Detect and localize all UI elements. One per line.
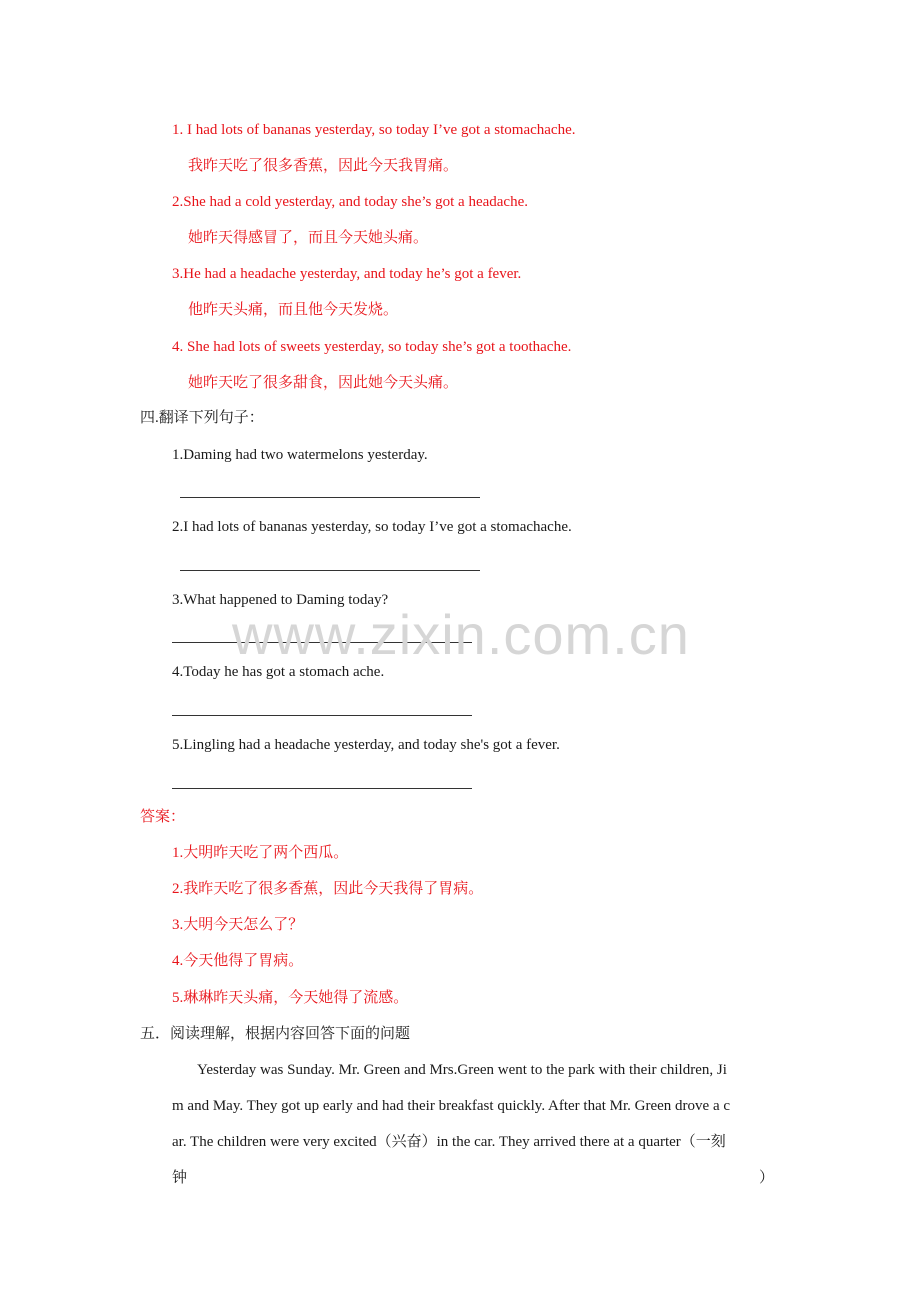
answer-zh-2: 她昨天得感冒了，而且今天她头痛。 — [188, 230, 429, 246]
answer-blank-2[interactable] — [180, 570, 480, 571]
translate-item-3: 3.What happened to Daming today? — [172, 592, 389, 608]
answer-blank-4[interactable] — [172, 715, 472, 716]
passage-last-right: ） — [758, 1170, 774, 1186]
passage-line-2: m and May. They got up early and had their breakfast quickly. After that Mr. Green drove a c — [172, 1098, 731, 1114]
answer-zh-3: 他昨天头痛，而且他今天发烧。 — [188, 302, 399, 318]
translation-answer-1: 1.大明昨天吃了两个西瓜。 — [172, 845, 349, 861]
section5-heading: 五．阅读理解，根据内容回答下面的问题 — [140, 1026, 411, 1042]
translation-answer-5: 5.琳琳昨天头痛，今天她得了流感。 — [172, 990, 409, 1006]
passage-line-3: ar. The children were very excited（兴奋）in the car. They arrived there at a quarter（一刻 — [172, 1134, 726, 1150]
answer-en-2: 2.She had a cold yesterday, and today she’s got a headache. — [172, 194, 528, 210]
translate-item-2: 2.I had lots of bananas yesterday, so today I’ve got a stomachache. — [172, 519, 572, 535]
watermark: www.zixin.com.cn — [232, 603, 690, 666]
answer-en-3: 3.He had a headache yesterday, and today he’s got a fever. — [172, 266, 522, 282]
translation-answer-4: 4.今天他得了胃病。 — [172, 953, 304, 969]
translate-item-4: 4.Today he has got a stomach ache. — [172, 664, 385, 680]
translation-answer-3: 3.大明今天怎么了？ — [172, 917, 304, 933]
translation-answer-2: 2.我昨天吃了很多香蕉，因此今天我得了胃病。 — [172, 881, 484, 897]
answer-zh-1: 我昨天吃了很多香蕉，因此今天我胃痛。 — [188, 158, 459, 174]
answer-zh-4: 她昨天吃了很多甜食，因此她今天头痛。 — [188, 375, 459, 391]
section4-heading: 四.翻译下列句子： — [140, 410, 264, 426]
passage-last-left: 钟 — [172, 1170, 188, 1186]
translate-item-1: 1.Daming had two watermelons yesterday. — [172, 447, 428, 463]
answer-blank-5[interactable] — [172, 788, 472, 789]
answer-en-1: 1. I had lots of bananas yesterday, so today I’ve got a stomachache. — [172, 122, 576, 138]
passage-line-1: Yesterday was Sunday. Mr. Green and Mrs.Green went to the park with their children, Ji — [197, 1062, 727, 1078]
answer-heading: 答案： — [140, 809, 186, 825]
answer-en-4: 4. She had lots of sweets yesterday, so today she’s got a toothache. — [172, 339, 572, 355]
translate-item-5: 5.Lingling had a headache yesterday, and today she's got a fever. — [172, 737, 560, 753]
answer-blank-1[interactable] — [180, 497, 480, 498]
passage-line-4 — [172, 1168, 782, 1188]
